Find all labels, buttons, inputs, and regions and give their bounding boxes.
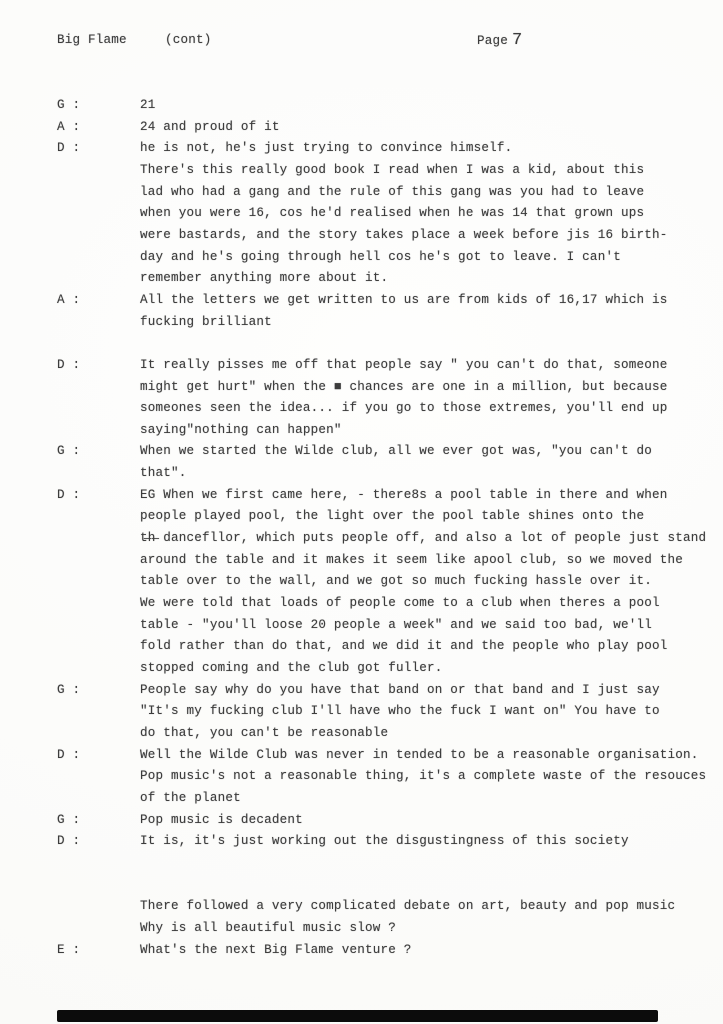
speaker-label: A : bbox=[57, 119, 81, 134]
line-text: There's this really good book I read when I was a kid, about this bbox=[140, 162, 645, 177]
line-text: lad who had a gang and the rule of this gang was you had to leave bbox=[140, 184, 645, 199]
transcript-line bbox=[0, 723, 723, 745]
line-text: that". bbox=[140, 466, 187, 481]
transcript-line bbox=[0, 875, 723, 897]
transcript-line bbox=[0, 463, 723, 485]
speaker-label bbox=[0, 875, 140, 897]
line-text: Why is all beautiful music slow ? bbox=[140, 920, 396, 935]
speaker-label bbox=[0, 918, 140, 940]
transcript-line bbox=[0, 95, 723, 117]
line-text: someones seen the idea... if you go to those extremes, you'll end up bbox=[140, 401, 668, 416]
transcript-line bbox=[0, 268, 723, 290]
line-text: Well the Wilde Club was never in tended to be a reasonable organisation. bbox=[140, 747, 699, 762]
speaker-label bbox=[0, 160, 140, 182]
speaker-label bbox=[0, 268, 140, 290]
line-text: might get hurt" when the ■ chances are one in a million, but because bbox=[140, 379, 668, 394]
transcript-line bbox=[0, 312, 723, 334]
line-text: All the letters we get written to us are from kids of 16,17 which is bbox=[140, 292, 668, 307]
transcript-line bbox=[0, 182, 723, 204]
transcript-line bbox=[0, 138, 723, 160]
line-text: What's the next Big Flame venture ? bbox=[140, 942, 412, 957]
line-text: when you were 16, cos he'd realised when he was 14 that grown ups bbox=[140, 206, 645, 221]
transcript-line bbox=[0, 420, 723, 442]
speaker-label bbox=[0, 658, 140, 680]
speaker-label bbox=[0, 377, 140, 399]
transcript-line bbox=[0, 615, 723, 637]
speaker-label bbox=[0, 723, 140, 745]
transcript-line bbox=[0, 203, 723, 225]
speaker-label: D : bbox=[57, 357, 81, 372]
line-text: table - "you'll loose 20 people a week" and we said too bad, we'll bbox=[140, 617, 652, 632]
transcript-line bbox=[0, 160, 723, 182]
page-number-label bbox=[477, 31, 522, 50]
transcript-line bbox=[0, 658, 723, 680]
speaker-label bbox=[0, 463, 140, 485]
line-text: people played pool, the light over the pool table shines onto the bbox=[140, 509, 645, 524]
transcript-line bbox=[0, 810, 723, 832]
line-text: day and he's going through hell cos he's got to leave. I can't bbox=[140, 249, 621, 264]
page-word: Page bbox=[477, 34, 509, 48]
transcript-line bbox=[0, 506, 723, 528]
line-text: When we started the Wilde club, all we ever got was, "you can't do bbox=[140, 444, 652, 459]
line-text: do that, you can't be reasonable bbox=[140, 726, 389, 741]
speaker-label bbox=[0, 636, 140, 658]
speaker-label: D : bbox=[57, 834, 81, 849]
speaker-label bbox=[0, 182, 140, 204]
transcript-line bbox=[0, 290, 723, 312]
speaker-label bbox=[0, 701, 140, 723]
line-text: fucking brilliant bbox=[140, 314, 272, 329]
speaker-label: E : bbox=[57, 942, 81, 957]
speaker-label bbox=[0, 571, 140, 593]
transcript-line bbox=[0, 485, 723, 507]
speaker-label: D : bbox=[57, 487, 81, 502]
page-number: 7 bbox=[512, 31, 523, 50]
speaker-label bbox=[0, 766, 140, 788]
transcript-line bbox=[0, 355, 723, 377]
line-text: EG When we first came here, - there8s a pool table in there and when bbox=[140, 487, 668, 502]
line-text: stopped coming and the club got fuller. bbox=[140, 661, 443, 676]
speaker-label bbox=[0, 788, 140, 810]
speaker-label bbox=[0, 896, 140, 918]
line-text bbox=[140, 853, 723, 875]
speaker-label bbox=[0, 593, 140, 615]
speaker-label bbox=[0, 312, 140, 334]
transcript-line bbox=[0, 831, 723, 853]
speaker-label bbox=[0, 225, 140, 247]
speaker-label bbox=[0, 506, 140, 528]
line-text: were bastards, and the story takes place a week before jis 16 birth- bbox=[140, 227, 668, 242]
transcript-line bbox=[0, 117, 723, 139]
transcript-line bbox=[0, 377, 723, 399]
continued-marker: (cont) bbox=[165, 33, 212, 47]
transcript-line bbox=[0, 745, 723, 767]
transcript-line bbox=[0, 441, 723, 463]
line-text: around the table and it makes it seem like apool club, so we moved the bbox=[140, 552, 684, 567]
speaker-label bbox=[0, 615, 140, 637]
line-text: We were told that loads of people come to a club when theres a pool bbox=[140, 596, 660, 611]
page-header bbox=[0, 33, 723, 53]
line-text: remember anything more about it. bbox=[140, 271, 389, 286]
speaker-label bbox=[0, 203, 140, 225]
line-text bbox=[140, 333, 723, 355]
transcript-line bbox=[0, 940, 723, 962]
transcript-line bbox=[0, 398, 723, 420]
transcript-line bbox=[0, 550, 723, 572]
speaker-label: G : bbox=[57, 682, 81, 697]
transcript-line bbox=[0, 766, 723, 788]
transcript-line bbox=[0, 333, 723, 355]
line-text: fold rather than do that, and we did it and the people who play pool bbox=[140, 639, 668, 654]
transcript-line bbox=[0, 788, 723, 810]
line-text: t̶h̶ dancefllor, which puts people off, and also a lot of people just stand bbox=[140, 531, 707, 546]
document-title: Big Flame bbox=[57, 33, 127, 47]
speaker-label bbox=[0, 398, 140, 420]
line-text: It is, it's just working out the disgustingness of this society bbox=[140, 834, 629, 849]
line-text: Pop music's not a reasonable thing, it's a complete waste of the resouces bbox=[140, 769, 707, 784]
line-text: 24 and proud of it bbox=[140, 119, 280, 134]
line-text: saying"nothing can happen" bbox=[140, 422, 342, 437]
transcript-line bbox=[0, 528, 723, 550]
line-text: Pop music is decadent bbox=[140, 812, 303, 827]
speaker-label bbox=[0, 853, 140, 875]
transcript-line bbox=[0, 701, 723, 723]
speaker-label: D : bbox=[57, 747, 81, 762]
line-text: People say why do you have that band on or that band and I just say bbox=[140, 682, 660, 697]
speaker-label: G : bbox=[57, 812, 81, 827]
line-text bbox=[140, 875, 723, 897]
transcript-line bbox=[0, 593, 723, 615]
interview-transcript bbox=[0, 95, 723, 961]
line-text: table over to the wall, and we got so much fucking hassle over it. bbox=[140, 574, 652, 589]
line-text: "It's my fucking club I'll have who the fuck I want on" You have to bbox=[140, 704, 660, 719]
speaker-label bbox=[0, 247, 140, 269]
transcript-line bbox=[0, 918, 723, 940]
speaker-label: A : bbox=[57, 292, 81, 307]
transcript-line bbox=[0, 571, 723, 593]
speaker-label bbox=[0, 333, 140, 355]
transcript-line bbox=[0, 680, 723, 702]
transcript-line bbox=[0, 247, 723, 269]
speaker-label bbox=[0, 550, 140, 572]
speaker-label: G : bbox=[57, 98, 81, 112]
transcript-line bbox=[0, 636, 723, 658]
transcript-line bbox=[0, 896, 723, 918]
line-text: It really pisses me off that people say " you can't do that, someone bbox=[140, 357, 668, 372]
line-text: of the planet bbox=[140, 790, 241, 805]
speaker-label bbox=[0, 528, 140, 550]
scan-artifact-bar bbox=[57, 1010, 658, 1022]
line-text: he is not, he's just trying to convince himself. bbox=[140, 141, 513, 156]
speaker-label: D : bbox=[57, 141, 81, 156]
speaker-label: G : bbox=[57, 444, 81, 459]
transcript-line bbox=[0, 225, 723, 247]
line-text: 21 bbox=[140, 98, 156, 112]
line-text: There followed a very complicated debate on art, beauty and pop music bbox=[140, 899, 676, 914]
transcript-line bbox=[0, 853, 723, 875]
speaker-label bbox=[0, 420, 140, 442]
